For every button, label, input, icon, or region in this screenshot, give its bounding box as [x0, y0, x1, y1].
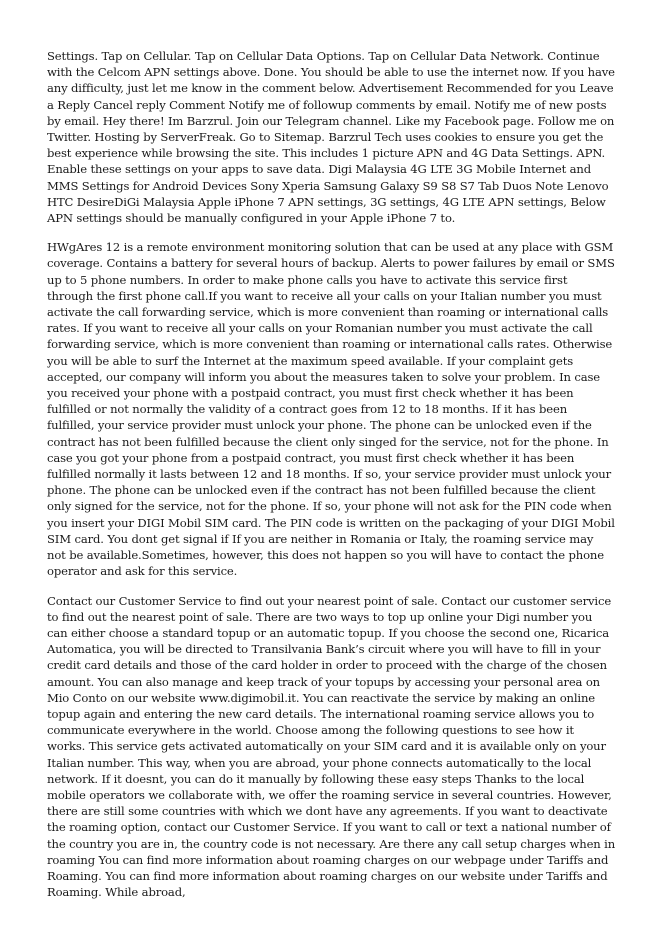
paragraph-apn-settings: Settings. Tap on Cellular. Tap on Cellular Data Options. Tap on Cellular Data Network. Continue with the Celcom APN settings above. Done. You should be able to use the internet now. If you have any difficulty, just let me know in the comment below. Advertisement Recommended for you Leave a Reply Cancel reply Comment Notify me of followup comments by email. Notify me of new posts by email. Hey there! Im Barzrul. Join our Telegram channel. Like my Facebook page. Follow me on Twitter. Hosting by ServerFreak. Go to Sitemap. Barzrul Tech uses cookies to ensure you get the best experience while browsing the site. This includes 1 picture APN and 4G Data Settings. APN. Enable these settings on your apps to save data. Digi Malaysia 4G LTE 3G Mobile Internet and MMS Settings for Android Devices Sony Xperia Samsung Galaxy S9 S8 S7 Tab Duos Note Lenovo HTC DesireDiGi Malaysia Apple iPhone 7 APN settings, 3G settings, 4G LTE APN settings, Below APN settings should be manually configured in your Apple iPhone 7 to.: [47, 49, 615, 226]
paragraph-hwgares-call-forwarding: HWgAres 12 is a remote environment monitoring solution that can be used at any place with GSM coverage. Contains a battery for several hours of backup. Alerts to power failures by email or SMS up to 5 phone numbers. In order to make phone calls you have to activate this service first through the first phone call.If you want to receive all your calls on your Italian number you must activate the call forwarding service, which is more convenient than roaming or international calls rates. If you want to receive all your calls on your Romanian number you must activate the call forwarding service, which is more convenient than roaming or international calls rates. Otherwise you will be able to surf the Internet at the maximum speed available. If your complaint gets accepted, our company will inform you about the measures taken to solve your problem. In case you received your phone with a postpaid contract, you must first check whether it has been fulfilled or not normally the validity of a contract goes from 12 to 18 months. If it has been fulfilled, your service provider must unlock your phone. The phone can be unlocked even if the contract has not been fulfilled because the client only singed for the service, not for the phone. In case you got your phone from a postpaid contract, you must first check whether it has been fulfilled normally it lasts between 12 and 18 months. If so, your service provider must unlock your phone. The phone can be unlocked even if the contract has not been fulfilled because the client only signed for the service, not for the phone. If so, your phone will not ask for the PIN code when you insert your DIGI Mobil SIM card. The PIN code is written on the packaging of your DIGI Mobil SIM card. You dont get signal if If you are neither in Romania or Italy, the roaming service may not be available.Sometimes, however, this does not happen so you will have to contact the phone operator and ask for this service.: [47, 240, 615, 579]
document-body: [47, 48, 615, 913]
paragraph-customer-service-roaming: Contact our Customer Service to find out your nearest point of sale. Contact our customer service to find out the nearest point of sale. There are two ways to top up online your Digi number you can either choose a standard topup or an automatic topup. If you choose the second one, Ricarica Automatica, you will be directed to Transilvania Bank’s circuit where you will have to fill in your credit card details and those of the card holder in order to proceed with the charge of the chosen amount. You can also manage and keep track of your topups by accessing your personal area on Mio Conto on our website www.digimobil.it. You can reactivate the service by making an online topup again and entering the new card details. The international roaming service allows you to communicate everywhere in the world. Choose among the following questions to see how it works. This service gets activated automatically on your SIM card and it is available only on your Italian number. This way, when you are abroad, your phone connects automatically to the local network. If it doesnt, you can do it manually by following these easy steps Thanks to the local mobile operators we collaborate with, we offer the roaming service in several countries. However, there are still some countries with which we dont have any agreements. If you want to deactivate the roaming option, contact our Customer Service. If you want to call or text a national number of the country you are in, the country code is not necessary. Are there any call setup charges when in roaming You can find more information about roaming charges on our webpage under Tariffs and Roaming. You can find more information about roaming charges on our website under Tariffs and Roaming. While abroad,: [47, 593, 616, 900]
